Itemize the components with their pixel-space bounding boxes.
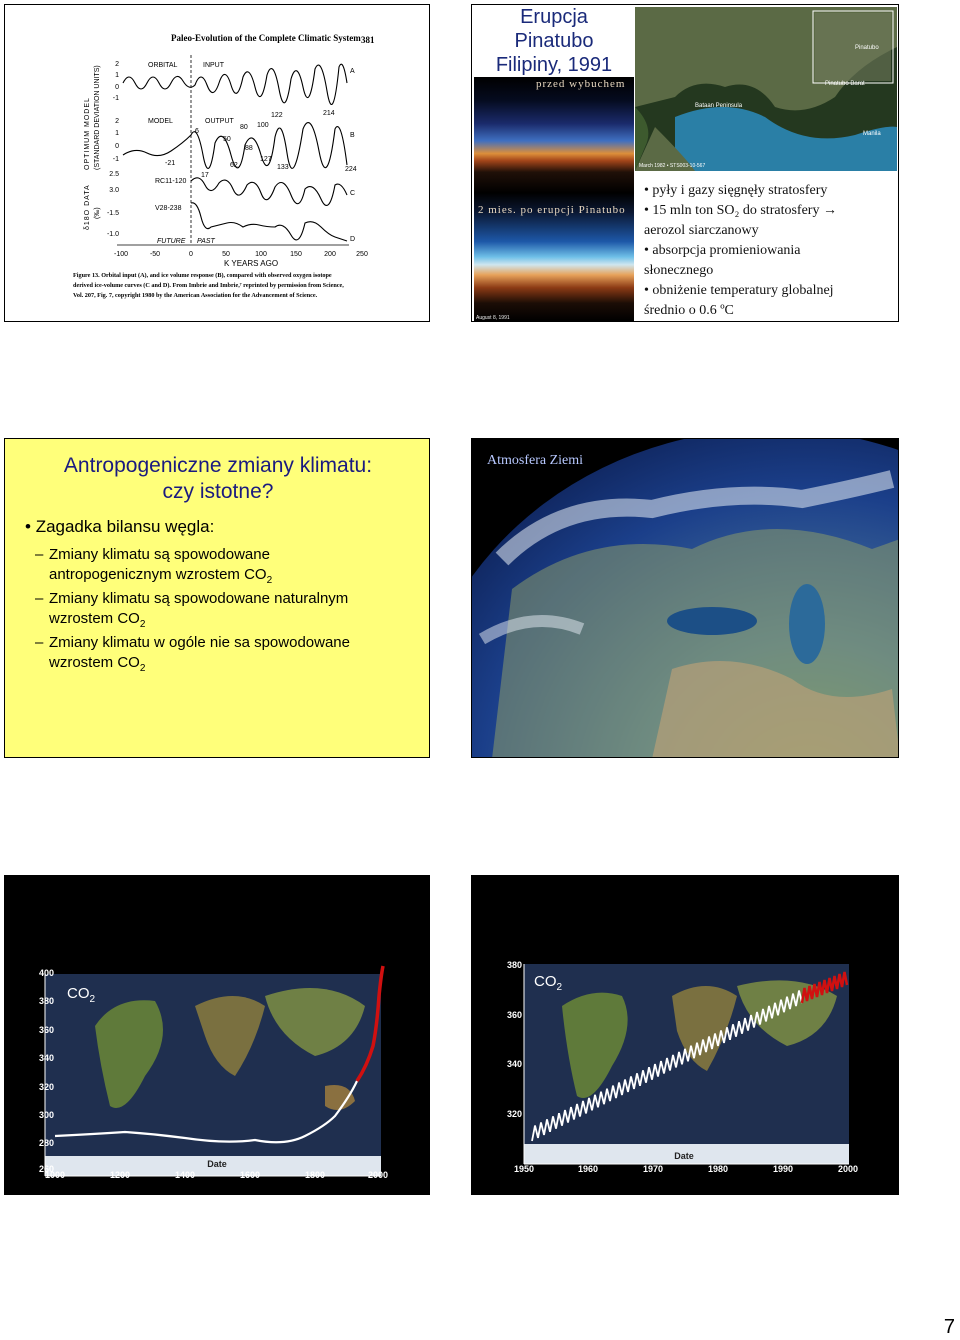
ytick: 380	[506, 960, 522, 970]
title-line: Filipiny, 1991	[495, 54, 613, 76]
label-future: FUTURE	[157, 238, 186, 245]
page-number: 7	[943, 1316, 955, 1338]
label-rc11: RC11-120	[155, 178, 187, 185]
paleo-figure	[5, 5, 430, 322]
title-line: Antropogeniczne zmiany klimatu:	[63, 454, 373, 477]
caption-after: 2 mies. po erupcji Pinatubo	[478, 204, 626, 216]
label-input: INPUT	[203, 62, 224, 69]
ytick: -1	[112, 156, 119, 163]
ytick: 0	[115, 84, 119, 91]
sub-item-line2	[49, 609, 348, 635]
label-21: -21	[165, 160, 176, 167]
label-50: 50	[223, 136, 231, 143]
caption-line: Vol. 207, Fig. 7, copyright 1980 by the American Association for the Advancement of Science.	[73, 292, 318, 299]
subscript: 2	[139, 663, 146, 674]
bullet-text: obniżenie temperatury globalnej	[652, 283, 834, 298]
bullet-text: aerozol siarczanowy	[644, 223, 759, 238]
dash: –	[35, 546, 44, 563]
label-A: A	[350, 68, 355, 75]
yaxis-model-unit: (STANDARD DEVIATION UNITS)	[94, 65, 101, 170]
ytick: 2	[115, 61, 119, 68]
co2-xlabel: Date	[207, 1159, 227, 1169]
label-B: B	[350, 132, 355, 139]
label-224: 224	[345, 166, 357, 173]
slide-co2-millennium	[4, 875, 430, 1195]
xtick: 1980	[707, 1164, 729, 1174]
bullet-item: • obniżenie temperatury globalnej	[644, 283, 834, 298]
slide-earth-atmosphere	[471, 438, 899, 758]
ytick: 0	[115, 143, 119, 150]
ytick: 1	[115, 130, 119, 137]
xtick: 1950	[513, 1164, 535, 1174]
ytick: 280	[38, 1138, 54, 1148]
yaxis-data-title: δ18O DATA	[84, 184, 91, 230]
v28-curve	[191, 203, 347, 241]
sub-item-line: Zmiany klimatu są spowodowane	[49, 546, 270, 563]
xtick: 200	[324, 251, 336, 258]
ytick: 320	[506, 1109, 522, 1119]
ytick: 2	[115, 118, 119, 125]
label-133: 133	[277, 164, 289, 171]
xtick: 50	[222, 251, 230, 258]
xtick: 1600	[239, 1170, 261, 1180]
ytick: 360	[506, 1010, 522, 1020]
earth-title: Atmosfera Ziemi	[487, 453, 584, 468]
sub-item	[35, 633, 350, 679]
dash: –	[35, 590, 44, 607]
ytick: 400	[38, 968, 54, 978]
label-model: MODEL	[148, 118, 173, 125]
bullet-item: • absorpcja promieniowania	[644, 243, 801, 258]
sub-item-text: wzrostem CO	[49, 610, 140, 627]
xtick: -50	[149, 251, 161, 258]
label-62: 62	[230, 162, 238, 169]
slide-co2-mauna-loa	[471, 875, 899, 1195]
dash: –	[35, 634, 44, 651]
xtick: 150	[290, 251, 302, 258]
xtick: 1990	[772, 1164, 794, 1174]
xtick: 1800	[304, 1170, 326, 1180]
title-line: Pinatubo	[514, 30, 594, 52]
slide-pinatubo	[471, 4, 899, 322]
ytick: 1	[115, 72, 119, 79]
sat-label: Pinatubo Barat	[825, 81, 865, 87]
co2-chart-modern	[472, 876, 899, 1195]
sub-item-text: antropogenicznym wzrostem CO	[49, 566, 267, 583]
caption-before: przed wybuchem	[536, 78, 626, 90]
date-after: August 8, 1991	[476, 315, 510, 321]
subscript: 2	[139, 619, 146, 630]
label-C: C	[350, 190, 356, 197]
xtick: 250	[356, 251, 368, 258]
yaxis-model-title: OPTIMUM MODEL	[84, 97, 91, 170]
bullet-text: pyły i gazy sięgnęły stratosfery	[652, 183, 828, 198]
figure-page-no: 381	[361, 35, 375, 45]
bullet-text: 15 mln ton SO₂ do stratosfery →	[652, 203, 837, 218]
label-127: 127	[260, 156, 272, 163]
bullet-text: absorpcja promieniowania	[652, 243, 801, 258]
figure-caption	[73, 272, 344, 299]
xtick: -100	[113, 251, 129, 258]
sat-caption: March 1982 • STS003-10-567	[639, 163, 706, 169]
bullet-text: słonecznego	[644, 263, 714, 278]
xtick: 1000	[44, 1170, 66, 1180]
caption-line: derived ice-volume curves (C and D). From Imbrie and Imbrie,⁷ reprinted by permission from Science,	[73, 282, 344, 289]
earth-image	[472, 439, 899, 758]
co2m-label-text: CO	[534, 973, 557, 990]
bullet-item	[644, 301, 896, 321]
title-line: czy istotne?	[162, 480, 274, 503]
paleo-curves	[123, 64, 347, 241]
caption-line: Figure 13. Orbital input (A), and ice volume response (B), compared with observed oxygen isotope	[73, 272, 332, 279]
ytick: -1.0	[106, 231, 119, 238]
bullet-text: średnio o 0.6 ºC	[644, 303, 734, 318]
xtick: 100	[255, 251, 267, 258]
slide-paleo-climate	[4, 4, 430, 322]
co2m-xticks	[514, 1164, 858, 1174]
satellite-photo	[635, 7, 897, 171]
co2-label-sub: 2	[89, 994, 96, 1005]
rc11-curve	[191, 178, 347, 206]
ytick: 300	[38, 1110, 54, 1120]
ytick: -1.5	[106, 210, 119, 217]
ytick: 360	[38, 1025, 54, 1035]
label-80: 80	[240, 124, 248, 131]
ytick: 260	[38, 1164, 54, 1174]
bullet-item: • pyły i gazy sięgnęły stratosfery	[644, 183, 828, 198]
xtick: 1200	[109, 1170, 131, 1180]
label-214: 214	[323, 110, 335, 117]
horizon-photo-before	[474, 77, 634, 193]
co2m-xlabel: Date	[674, 1151, 694, 1161]
ytick: 340	[506, 1059, 522, 1069]
xtick: 1970	[642, 1164, 664, 1174]
ytick: 3.0	[109, 187, 119, 194]
paleo-xlabel: K YEARS AGO	[223, 259, 279, 268]
ytick: 2.5	[109, 171, 119, 178]
pinatubo-title	[472, 5, 636, 77]
figure-header: Paleo-Evolution of the Complete Climatic System	[171, 33, 361, 43]
xtick: 1960	[577, 1164, 599, 1174]
sub-item-line2	[49, 565, 272, 591]
paleo-yticks	[107, 61, 119, 238]
co2-label-text: CO	[67, 985, 90, 1002]
xtick: 2000	[367, 1170, 389, 1180]
paleo-xticks	[114, 251, 368, 258]
label-100: 100	[257, 122, 269, 129]
subscript: 2	[266, 575, 273, 586]
ytick: 380	[38, 996, 54, 1006]
slide-anthropogenic	[4, 438, 430, 758]
title-line: Erupcja	[520, 6, 588, 28]
sat-label: Manila	[863, 131, 881, 137]
sub-item-line2	[49, 653, 350, 679]
xtick: 1400	[174, 1170, 196, 1180]
co2-chart-millennium	[5, 876, 430, 1195]
bullet-item	[644, 221, 896, 241]
label-v28: V28-238	[155, 205, 182, 212]
sat-label: Bataan Peninsula	[695, 103, 743, 109]
sub-item-text: wzrostem CO	[49, 654, 140, 671]
yaxis-data-unit: (‰)	[94, 207, 101, 219]
orbital-curve	[123, 64, 347, 104]
slide3-title	[5, 453, 430, 505]
label-orbital: ORBITAL	[148, 62, 178, 69]
main-bullet: • Zagadka bilansu węgla:	[25, 517, 215, 536]
label-17: 17	[201, 172, 209, 179]
sub-item-line: Zmiany klimatu są spowodowane naturalnym	[49, 590, 349, 607]
sat-label: Pinatubo	[855, 45, 879, 51]
xtick: 2000	[837, 1164, 859, 1174]
label-past: PAST	[197, 238, 215, 245]
label-output: OUTPUT	[205, 118, 234, 125]
pinatubo-bullets	[644, 181, 896, 321]
paleo-curve-labels	[148, 62, 357, 245]
bullet-item	[644, 261, 896, 281]
main-bullet-text: Zagadka bilansu węgla:	[35, 517, 215, 536]
label-D: D	[350, 236, 356, 243]
ytick: 340	[38, 1053, 54, 1063]
co2m-yticks	[507, 960, 522, 1119]
co2m-label-sub: 2	[556, 982, 563, 993]
label-88: 88	[245, 145, 253, 152]
ytick: -1	[112, 95, 119, 102]
label-6: 6	[195, 128, 199, 135]
sub-item	[35, 589, 349, 635]
satellite-image	[635, 7, 897, 171]
bullet-item: • 15 mln ton SO₂ do stratosfery →	[644, 203, 837, 218]
xtick: 0	[189, 251, 193, 258]
label-122: 122	[271, 112, 283, 119]
sub-item-line: Zmiany klimatu w ogóle nie sa spowodowane	[49, 634, 350, 651]
sub-item	[35, 545, 273, 591]
ytick: 320	[38, 1082, 54, 1092]
